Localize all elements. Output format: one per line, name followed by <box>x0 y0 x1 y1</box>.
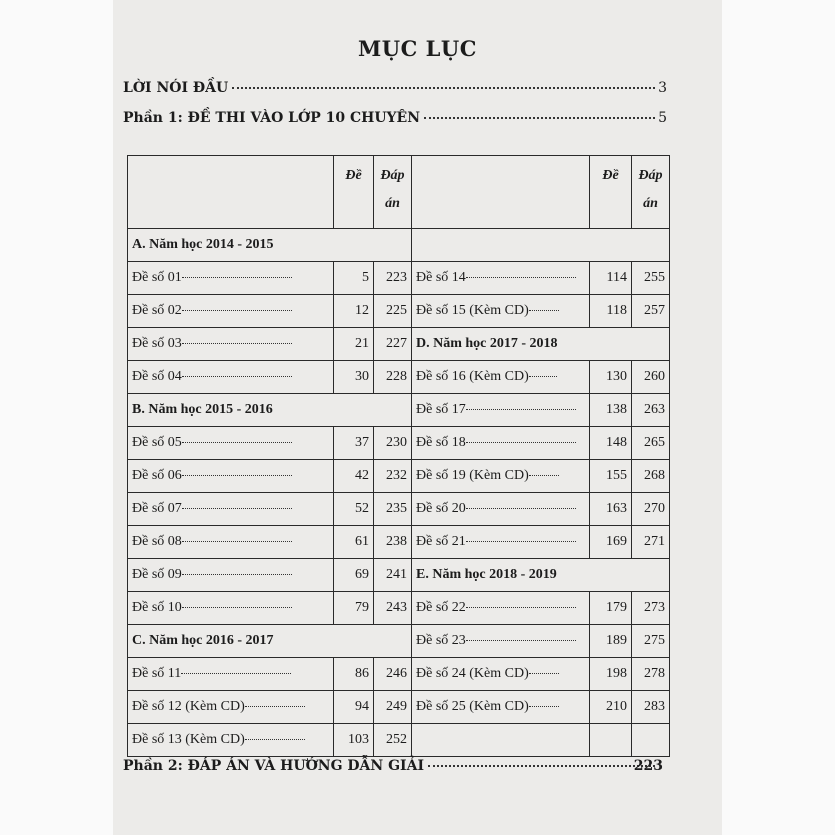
header-dap-an <box>374 156 412 229</box>
entry-dapan-page: 271 <box>632 526 670 559</box>
entry-label[interactable]: Đề số 06 <box>128 460 334 493</box>
entry-de-page: 69 <box>334 559 374 592</box>
entry-dapan-page: 223 <box>374 262 412 295</box>
entry-de-page: 130 <box>590 361 632 394</box>
toc-entry-label: LỜI NÓI ĐẦU <box>123 80 229 96</box>
entry-de-page: 42 <box>334 460 374 493</box>
entry-de-page: 21 <box>334 328 374 361</box>
book-page <box>113 0 722 835</box>
entry-label[interactable]: Đề số 07 <box>128 493 334 526</box>
entry-de-page: 118 <box>590 295 632 328</box>
entry-dapan-page: 232 <box>374 460 412 493</box>
entry-label[interactable]: Đề số 19 (Kèm CD) <box>412 460 590 493</box>
entry-dapan-page: 230 <box>374 427 412 460</box>
entry-dapan-page: 227 <box>374 328 412 361</box>
table-header-row <box>128 156 670 229</box>
table-row <box>128 526 670 559</box>
section-heading-b: B. Năm học 2015 - 2016 <box>128 394 412 427</box>
entry-dapan-page: 249 <box>374 691 412 724</box>
entry-label[interactable]: Đề số 09 <box>128 559 334 592</box>
entry-dapan-page: 257 <box>632 295 670 328</box>
section-heading-e: E. Năm học 2018 - 2019 <box>412 559 670 592</box>
header-blank <box>128 156 334 229</box>
empty-cell <box>412 229 670 262</box>
section-heading-d: D. Năm học 2017 - 2018 <box>412 328 670 361</box>
empty-cell <box>590 724 632 757</box>
table-row <box>128 427 670 460</box>
toc-entry-part2[interactable] <box>123 758 663 774</box>
table-row <box>128 295 670 328</box>
entry-de-page: 148 <box>590 427 632 460</box>
header-blank <box>412 156 590 229</box>
table-row <box>128 328 670 361</box>
section-heading-c: C. Năm học 2016 - 2017 <box>128 625 412 658</box>
entry-label[interactable]: Đề số 24 (Kèm CD) <box>412 658 590 691</box>
entry-de-page: 37 <box>334 427 374 460</box>
entry-de-page: 86 <box>334 658 374 691</box>
entry-dapan-page: 283 <box>632 691 670 724</box>
entry-label[interactable]: Đề số 10 <box>128 592 334 625</box>
entry-dapan-page: 255 <box>632 262 670 295</box>
entry-dapan-page: 265 <box>632 427 670 460</box>
left-background <box>0 0 113 835</box>
entry-de-page: 138 <box>590 394 632 427</box>
table-row <box>128 724 670 757</box>
entry-label[interactable]: Đề số 03 <box>128 328 334 361</box>
table-row <box>128 460 670 493</box>
header-an: án <box>385 196 400 211</box>
toc-entry-page: 5 <box>658 110 667 126</box>
header-de: Đề <box>590 156 632 229</box>
entry-label[interactable]: Đề số 15 (Kèm CD) <box>412 295 590 328</box>
entry-de-page: 169 <box>590 526 632 559</box>
toc-table <box>127 155 670 757</box>
right-background <box>722 0 835 835</box>
header-de: Đề <box>334 156 374 229</box>
entry-label[interactable]: Đề số 23 <box>412 625 590 658</box>
table-row <box>128 262 670 295</box>
entry-de-page: 52 <box>334 493 374 526</box>
entry-dapan-page: 252 <box>374 724 412 757</box>
entry-de-page: 179 <box>590 592 632 625</box>
section-heading-a: A. Năm học 2014 - 2015 <box>128 229 412 262</box>
entry-dapan-page: 243 <box>374 592 412 625</box>
entry-label[interactable]: Đề số 02 <box>128 295 334 328</box>
entry-dapan-page: 270 <box>632 493 670 526</box>
entry-label[interactable]: Đề số 17 <box>412 394 590 427</box>
table-row <box>128 229 670 262</box>
entry-de-page: 155 <box>590 460 632 493</box>
entry-label[interactable]: Đề số 25 (Kèm CD) <box>412 691 590 724</box>
entry-dapan-page: 278 <box>632 658 670 691</box>
table-row <box>128 493 670 526</box>
entry-label[interactable]: Đề số 05 <box>128 427 334 460</box>
entry-label[interactable]: Đề số 16 (Kèm CD) <box>412 361 590 394</box>
table-row <box>128 658 670 691</box>
table-row <box>128 394 670 427</box>
entry-de-page: 61 <box>334 526 374 559</box>
entry-label[interactable]: Đề số 11 <box>128 658 334 691</box>
entry-de-page: 79 <box>334 592 374 625</box>
entry-dapan-page: 260 <box>632 361 670 394</box>
table-row <box>128 592 670 625</box>
leader-dots <box>424 117 655 119</box>
entry-dapan-page: 235 <box>374 493 412 526</box>
toc-entry-page: 3 <box>658 80 667 96</box>
entry-label[interactable]: Đề số 04 <box>128 361 334 394</box>
entry-dapan-page: 246 <box>374 658 412 691</box>
header-dap: Đáp <box>638 168 663 183</box>
entry-dapan-page: 228 <box>374 361 412 394</box>
table-row <box>128 559 670 592</box>
entry-label[interactable]: Đề số 20 <box>412 493 590 526</box>
entry-de-page: 210 <box>590 691 632 724</box>
entry-de-page: 12 <box>334 295 374 328</box>
entry-label[interactable]: Đề số 14 <box>412 262 590 295</box>
table-row <box>128 691 670 724</box>
empty-cell <box>412 724 590 757</box>
entry-label[interactable]: Đề số 13 (Kèm CD) <box>128 724 334 757</box>
entry-dapan-page: 275 <box>632 625 670 658</box>
empty-cell <box>632 724 670 757</box>
entry-de-page: 94 <box>334 691 374 724</box>
toc-entry-part1[interactable] <box>123 110 667 126</box>
table-row <box>128 361 670 394</box>
entry-label[interactable]: Đề số 12 (Kèm CD) <box>128 691 334 724</box>
entry-label[interactable]: Đề số 18 <box>412 427 590 460</box>
entry-dapan-page: 225 <box>374 295 412 328</box>
entry-label[interactable]: Đề số 08 <box>128 526 334 559</box>
entry-label[interactable]: Đề số 21 <box>412 526 590 559</box>
entry-de-page: 5 <box>334 262 374 295</box>
leader-dots <box>232 87 655 89</box>
toc-entry-label: Phần 2: ĐÁP ÁN VÀ HƯỚNG DẪN GIẢI <box>123 758 425 774</box>
toc-entry-label: Phần 1: ĐỀ THI VÀO LỚP 10 CHUYÊN <box>123 110 421 126</box>
entry-de-page: 30 <box>334 361 374 394</box>
entry-dapan-page: 268 <box>632 460 670 493</box>
header-an: án <box>643 196 658 211</box>
entry-de-page: 114 <box>590 262 632 295</box>
entry-dapan-page: 263 <box>632 394 670 427</box>
entry-label[interactable]: Đề số 22 <box>412 592 590 625</box>
table-row <box>128 625 670 658</box>
leader-dots <box>428 765 655 767</box>
toc-entry-page: 223 <box>633 758 663 774</box>
entry-dapan-page: 238 <box>374 526 412 559</box>
page-title: MỤC LỤC <box>358 36 477 61</box>
entry-de-page: 198 <box>590 658 632 691</box>
toc-entry-intro[interactable] <box>123 80 667 96</box>
entry-dapan-page: 241 <box>374 559 412 592</box>
entry-de-page: 103 <box>334 724 374 757</box>
entry-dapan-page: 273 <box>632 592 670 625</box>
entry-de-page: 189 <box>590 625 632 658</box>
entry-label[interactable]: Đề số 01 <box>128 262 334 295</box>
header-dap-an <box>632 156 670 229</box>
header-dap: Đáp <box>380 168 405 183</box>
entry-de-page: 163 <box>590 493 632 526</box>
